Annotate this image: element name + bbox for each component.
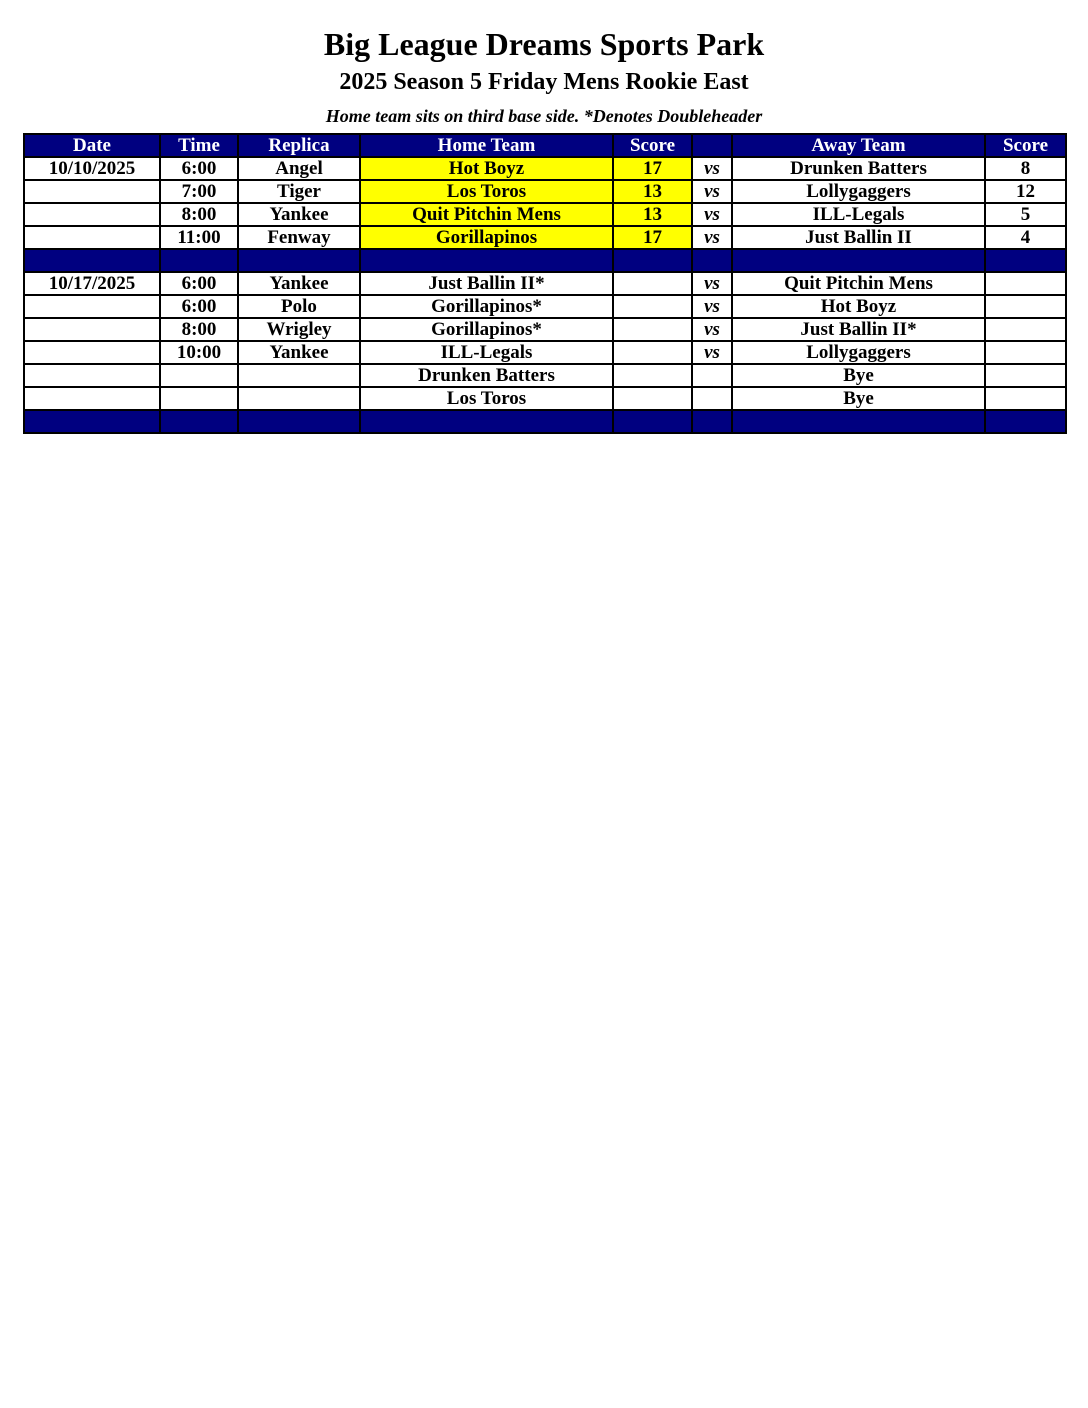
time-cell: 6:00 xyxy=(160,295,238,318)
time-cell xyxy=(160,387,238,410)
table-row xyxy=(24,341,1066,364)
week-separator-row xyxy=(24,249,1066,272)
away-score-cell xyxy=(985,387,1066,410)
date-cell xyxy=(24,295,160,318)
col-date: Date xyxy=(24,134,160,157)
vs-cell: vs xyxy=(692,272,732,295)
away-team-cell: Lollygaggers xyxy=(732,341,985,364)
away-team-cell: Bye xyxy=(732,364,985,387)
time-cell: 6:00 xyxy=(160,157,238,180)
home-score-cell xyxy=(613,295,692,318)
replica-cell xyxy=(238,387,360,410)
away-team-cell: Hot Boyz xyxy=(732,295,985,318)
vs-cell: vs xyxy=(692,157,732,180)
home-score-cell: 13 xyxy=(613,180,692,203)
replica-cell: Yankee xyxy=(238,341,360,364)
home-team-cell: ILL-Legals xyxy=(360,341,613,364)
date-cell xyxy=(24,318,160,341)
table-row xyxy=(24,180,1066,203)
vs-cell: vs xyxy=(692,226,732,249)
replica-cell xyxy=(238,364,360,387)
time-cell: 6:00 xyxy=(160,272,238,295)
away-score-cell xyxy=(985,341,1066,364)
date-cell xyxy=(24,203,160,226)
table-row xyxy=(24,295,1066,318)
doubleheader-note: Home team sits on third base side. *Denotes Doubleheader xyxy=(325,106,763,126)
away-team-cell: Bye xyxy=(732,387,985,410)
away-score-cell xyxy=(985,272,1066,295)
vs-cell: vs xyxy=(692,180,732,203)
col-away-score: Score xyxy=(985,134,1066,157)
replica-cell: Wrigley xyxy=(238,318,360,341)
date-cell xyxy=(24,180,160,203)
date-cell: 10/17/2025 xyxy=(24,272,160,295)
date-cell xyxy=(24,341,160,364)
time-cell: 7:00 xyxy=(160,180,238,203)
home-team-cell: Gorillapinos xyxy=(360,226,613,249)
away-team-cell: Drunken Batters xyxy=(732,157,985,180)
home-score-cell xyxy=(613,318,692,341)
vs-cell: vs xyxy=(692,318,732,341)
time-cell: 8:00 xyxy=(160,318,238,341)
vs-cell xyxy=(692,387,732,410)
date-cell xyxy=(24,364,160,387)
away-team-cell: Quit Pitchin Mens xyxy=(732,272,985,295)
replica-cell: Tiger xyxy=(238,180,360,203)
table-row xyxy=(24,157,1066,180)
time-cell: 8:00 xyxy=(160,203,238,226)
home-team-cell: Los Toros xyxy=(360,180,613,203)
col-home-team: Home Team xyxy=(360,134,613,157)
replica-cell: Polo xyxy=(238,295,360,318)
date-cell xyxy=(24,226,160,249)
replica-cell: Yankee xyxy=(238,203,360,226)
away-team-cell: Lollygaggers xyxy=(732,180,985,203)
vs-cell: vs xyxy=(692,295,732,318)
vs-cell: vs xyxy=(692,341,732,364)
home-team-cell: Gorillapinos* xyxy=(360,318,613,341)
away-team-cell: Just Ballin II xyxy=(732,226,985,249)
vs-cell xyxy=(692,364,732,387)
home-score-cell: 17 xyxy=(613,226,692,249)
time-cell: 11:00 xyxy=(160,226,238,249)
home-score-cell xyxy=(613,387,692,410)
table-row xyxy=(24,318,1066,341)
table-row xyxy=(24,203,1066,226)
col-replica: Replica xyxy=(238,134,360,157)
col-home-score: Score xyxy=(613,134,692,157)
col-time: Time xyxy=(160,134,238,157)
away-team-cell: Just Ballin II* xyxy=(732,318,985,341)
home-team-cell: Quit Pitchin Mens xyxy=(360,203,613,226)
home-score-cell xyxy=(613,341,692,364)
col-vs xyxy=(692,134,732,157)
page-subtitle: 2025 Season 5 Friday Mens Rookie East xyxy=(339,69,749,95)
vs-cell: vs xyxy=(692,203,732,226)
week-separator-row xyxy=(24,410,1066,433)
replica-cell: Yankee xyxy=(238,272,360,295)
away-score-cell: 4 xyxy=(985,226,1066,249)
home-score-cell: 17 xyxy=(613,157,692,180)
date-cell: 10/10/2025 xyxy=(24,157,160,180)
home-team-cell: Just Ballin II* xyxy=(360,272,613,295)
time-cell: 10:00 xyxy=(160,341,238,364)
table-row xyxy=(24,387,1066,410)
home-team-cell: Gorillapinos* xyxy=(360,295,613,318)
col-away-team: Away Team xyxy=(732,134,985,157)
header-row xyxy=(24,134,1066,157)
away-team-cell: ILL-Legals xyxy=(732,203,985,226)
away-score-cell: 8 xyxy=(985,157,1066,180)
home-team-cell: Hot Boyz xyxy=(360,157,613,180)
schedule-table xyxy=(23,133,1067,434)
replica-cell: Angel xyxy=(238,157,360,180)
home-score-cell xyxy=(613,364,692,387)
time-cell xyxy=(160,364,238,387)
away-score-cell xyxy=(985,318,1066,341)
table-row xyxy=(24,272,1066,295)
home-team-cell: Drunken Batters xyxy=(360,364,613,387)
page-title: Big League Dreams Sports Park xyxy=(323,26,765,62)
date-cell xyxy=(24,387,160,410)
home-score-cell: 13 xyxy=(613,203,692,226)
table-row xyxy=(24,226,1066,249)
home-score-cell xyxy=(613,272,692,295)
away-score-cell: 12 xyxy=(985,180,1066,203)
away-score-cell: 5 xyxy=(985,203,1066,226)
table-row xyxy=(24,364,1066,387)
replica-cell: Fenway xyxy=(238,226,360,249)
home-team-cell: Los Toros xyxy=(360,387,613,410)
away-score-cell xyxy=(985,295,1066,318)
away-score-cell xyxy=(985,364,1066,387)
